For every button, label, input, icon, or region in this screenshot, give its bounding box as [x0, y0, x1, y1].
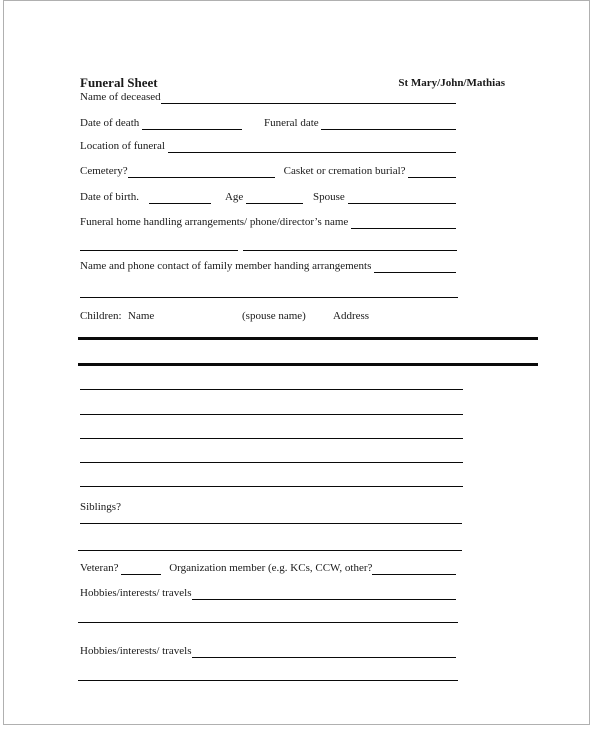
children-line-2: [80, 414, 463, 415]
label-organization: Organization member (e.g. KCs, CCW, other?: [169, 562, 373, 574]
siblings-line-2: [78, 550, 462, 551]
label-age: Age: [224, 191, 247, 203]
row-children-header: [80, 309, 456, 323]
label-child-address: Address: [333, 310, 370, 322]
hobbies-1-continued: [78, 622, 458, 623]
label-spouse: Spouse: [313, 191, 348, 203]
blank-funeral-home-continued-2: [243, 250, 457, 251]
label-children: Children:: [80, 310, 122, 322]
row-location: [80, 138, 456, 153]
label-child-spouse: (spouse name): [242, 310, 306, 322]
form-header: [80, 75, 505, 90]
label-hobbies-2: Hobbies/interests/ travels: [80, 645, 192, 657]
label-veteran: Veteran?: [80, 562, 122, 574]
label-date-of-birth: Date of birth.: [80, 191, 139, 203]
form-title: Funeral Sheet: [80, 75, 158, 90]
blank-organization: [372, 572, 456, 575]
label-funeral-date: Funeral date: [264, 117, 322, 129]
row-birth-age-spouse: [80, 189, 456, 204]
label-hobbies-1: Hobbies/interests/ travels: [80, 587, 192, 599]
blank-casket-or-cremation: [408, 175, 456, 178]
blank-date-of-birth: [149, 201, 211, 204]
row-hobbies-1: [80, 585, 456, 600]
label-casket-or-cremation: Casket or cremation burial?: [283, 165, 409, 177]
blank-veteran: [121, 572, 161, 575]
siblings-line-1: [80, 523, 462, 524]
children-line-5: [80, 486, 463, 487]
label-location-of-funeral: Location of funeral: [80, 140, 168, 152]
row-siblings: [80, 500, 456, 514]
row-hobbies-2: [80, 643, 456, 658]
label-family-contact: Name and phone contact of family member handing arrangements: [80, 260, 375, 272]
divider-thick-2: [78, 363, 538, 366]
blank-name-of-deceased: [161, 101, 456, 104]
blank-funeral-date: [321, 127, 456, 130]
blank-spouse: [348, 201, 456, 204]
row-veteran: [80, 560, 456, 575]
row-funeral-home: [80, 214, 456, 229]
blank-hobbies-1: [192, 597, 456, 600]
label-siblings: Siblings?: [80, 501, 121, 513]
blank-location-of-funeral: [168, 150, 456, 153]
hobbies-2-continued: [78, 680, 458, 681]
label-child-name: Name: [128, 310, 155, 322]
row-cemetery: [80, 163, 456, 178]
row-name-of-deceased: [80, 89, 456, 104]
blank-age: [246, 201, 303, 204]
label-cemetery: Cemetery?: [80, 165, 128, 177]
children-line-4: [80, 462, 463, 463]
parish-name: St Mary/John/Mathias: [398, 77, 505, 89]
children-line-3: [80, 438, 463, 439]
blank-funeral-home-continued-1: [80, 250, 238, 251]
label-date-of-death: Date of death: [80, 117, 142, 129]
blank-date-of-death: [142, 127, 242, 130]
children-line-1: [80, 389, 463, 390]
row-dates: [80, 115, 456, 130]
blank-cemetery: [128, 175, 275, 178]
label-funeral-home: Funeral home handling arrangements/ phone/director’s name: [80, 216, 352, 228]
blank-family-contact-continued: [80, 297, 458, 298]
blank-family-contact: [374, 270, 456, 273]
blank-funeral-home: [351, 226, 456, 229]
label-name-of-deceased: Name of deceased: [80, 91, 161, 103]
row-family-contact: [80, 258, 456, 273]
blank-hobbies-2: [192, 655, 456, 658]
divider-thick-1: [78, 337, 538, 340]
